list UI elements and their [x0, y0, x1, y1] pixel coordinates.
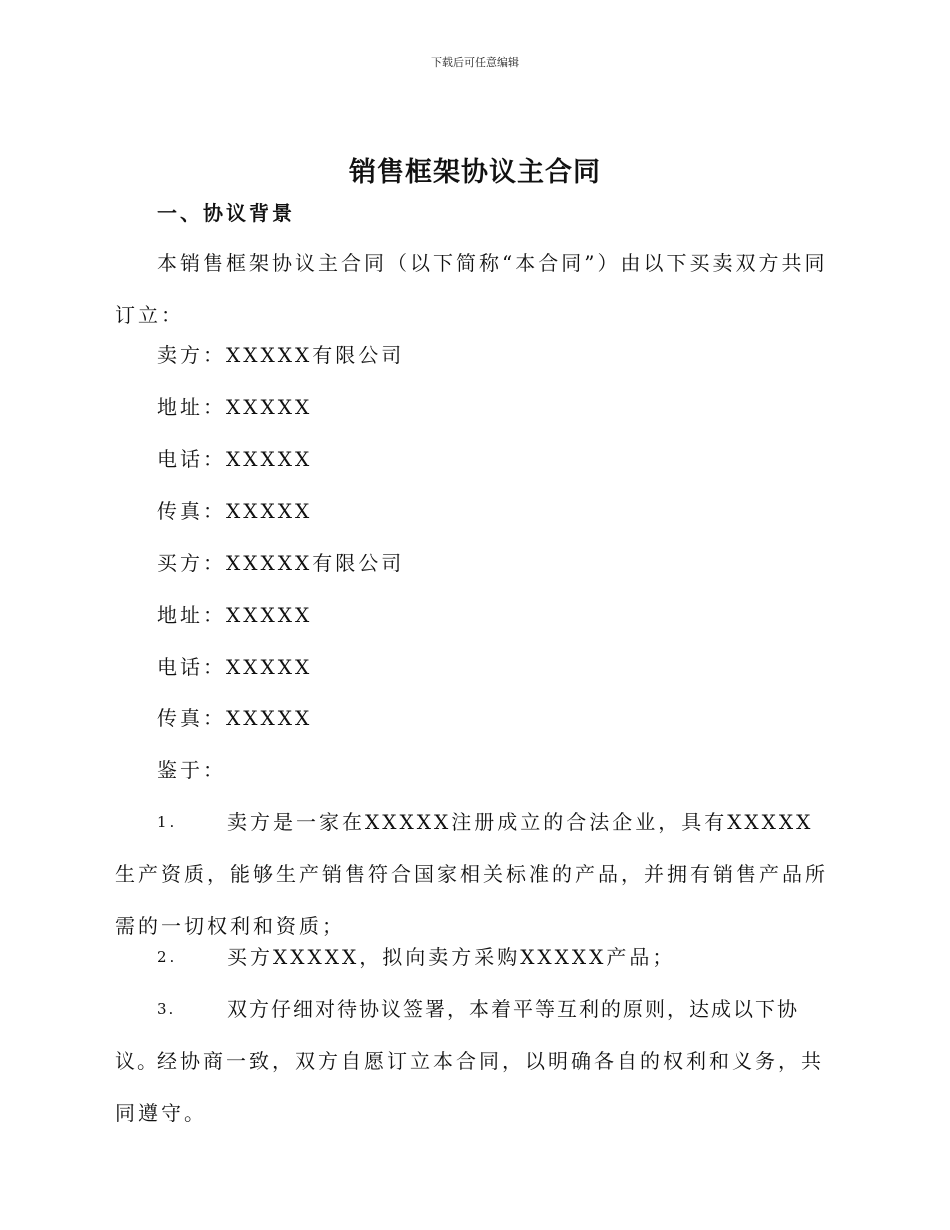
buyer-name: 买方：XXXXX有限公司: [157, 551, 405, 575]
item-text: 双方仔细对待协议签署，本着平等互利的原则，达成以下协议。: [115, 997, 799, 1073]
buyer-address: 地址：XXXXX: [157, 603, 313, 627]
whereas-item: [115, 931, 835, 983]
item-number: 1.: [157, 813, 178, 831]
seller-address: 地址：XXXXX: [157, 395, 313, 419]
seller-phone: 电话：XXXXX: [157, 447, 313, 471]
seller-name: 卖方：XXXXX有限公司: [157, 343, 405, 367]
seller-fax: 传真：XXXXX: [157, 499, 313, 523]
section-heading: 一、协议背景: [157, 201, 295, 225]
whereas-label: 鉴于：: [157, 758, 226, 782]
contract-title: 销售框架协议主合同: [349, 157, 601, 188]
item-text: 买方XXXXX，拟向卖方采购XXXXX产品；: [227, 945, 676, 969]
buyer-fax: 传真：XXXXX: [157, 706, 313, 730]
buyer-phone: 电话：XXXXX: [157, 655, 313, 679]
intro-paragraph: 本销售框架协议主合同（以下简称“本合同”）由以下买卖双方共同订立：: [115, 251, 828, 327]
whereas-item: [115, 796, 835, 952]
header-note: 下载后可任意编辑: [431, 56, 519, 69]
item-number: 2.: [157, 948, 178, 966]
item-number: 3.: [157, 1000, 176, 1018]
item-text: 卖方是一家在XXXXX注册成立的合法企业，具有XXXXX生产资质，能够生产销售符合国家相关标准的产品，并拥有销售产品所需的一切权利和资质；: [115, 810, 828, 938]
closing-paragraph: 经协商一致，双方自愿订立本合同，以明确各自的权利和义务，共同遵守。: [115, 1049, 824, 1125]
